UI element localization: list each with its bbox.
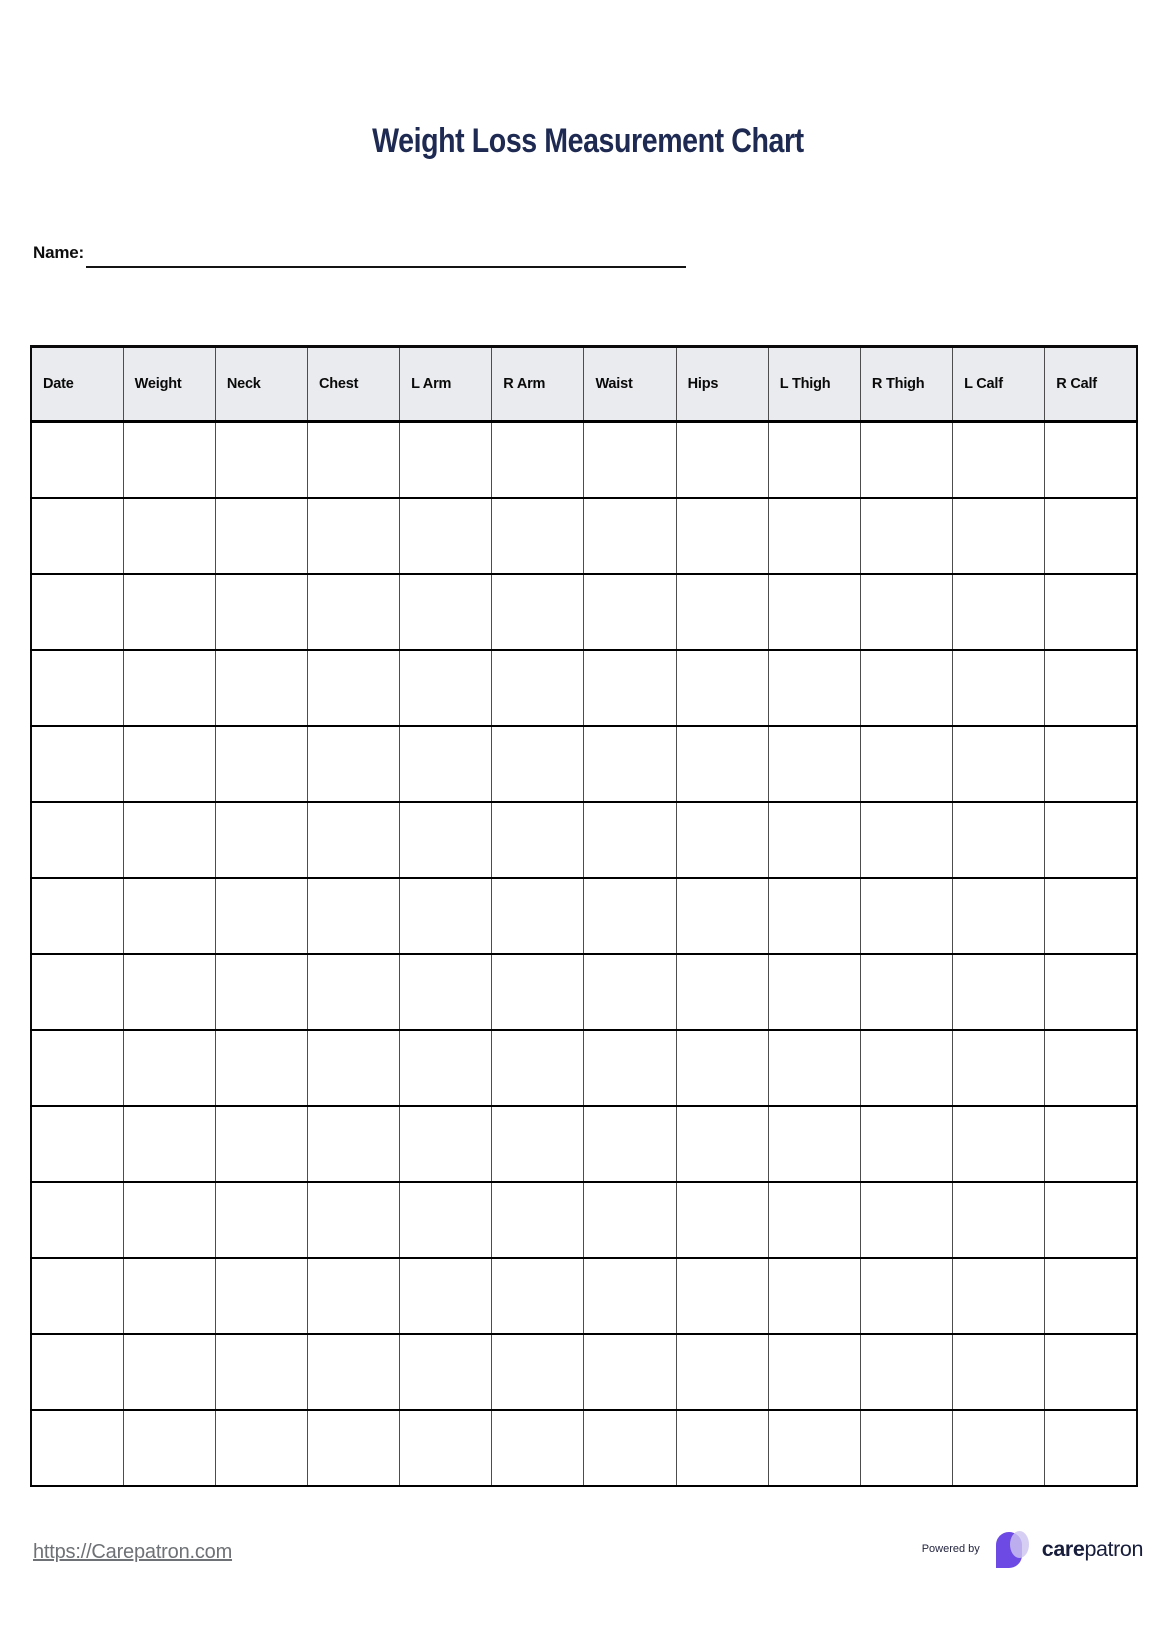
name-input-line[interactable] [86,249,686,268]
cell-r-thigh[interactable] [860,802,952,878]
cell-l-thigh[interactable] [768,650,860,726]
cell-l-arm[interactable] [400,1182,492,1258]
column-header-date: Date [31,347,123,422]
cell-l-thigh[interactable] [768,954,860,1030]
cell-chest[interactable] [307,1334,399,1410]
cell-chest[interactable] [307,1258,399,1334]
cell-r-thigh[interactable] [860,498,952,574]
column-header-waist: Waist [584,347,676,422]
cell-r-arm[interactable] [492,1410,584,1486]
cell-l-calf[interactable] [953,650,1045,726]
measurement-table [30,345,1138,1487]
cell-l-arm[interactable] [400,726,492,802]
cell-r-calf[interactable] [1045,574,1137,650]
cell-waist[interactable] [584,498,676,574]
cell-date[interactable] [31,878,123,954]
carepatron-wordmark-bold: care [1041,1536,1085,1561]
cell-l-thigh[interactable] [768,726,860,802]
cell-neck[interactable] [215,1182,307,1258]
table-header-row [31,347,1137,422]
cell-waist[interactable] [584,650,676,726]
cell-hips[interactable] [676,1182,768,1258]
cell-l-arm[interactable] [400,1106,492,1182]
cell-r-thigh[interactable] [860,574,952,650]
cell-waist[interactable] [584,1334,676,1410]
cell-weight[interactable] [123,422,215,499]
cell-chest[interactable] [307,726,399,802]
cell-hips[interactable] [676,1334,768,1410]
cell-r-calf[interactable] [1045,1334,1137,1410]
cell-weight[interactable] [123,574,215,650]
cell-l-thigh[interactable] [768,1030,860,1106]
carepatron-wordmark [1042,1537,1143,1562]
cell-weight[interactable] [123,878,215,954]
cell-weight[interactable] [123,498,215,574]
cell-chest[interactable] [307,498,399,574]
cell-l-thigh[interactable] [768,498,860,574]
cell-r-thigh[interactable] [860,878,952,954]
cell-neck[interactable] [215,1030,307,1106]
cell-r-thigh[interactable] [860,1258,952,1334]
page-title-text: Weight Loss Measurement Chart [372,122,804,160]
cell-weight[interactable] [123,1030,215,1106]
cell-date[interactable] [31,1030,123,1106]
table-row [31,1334,1137,1410]
cell-date[interactable] [31,1410,123,1486]
cell-r-calf[interactable] [1045,1410,1137,1486]
cell-r-arm[interactable] [492,574,584,650]
column-header-l-calf: L Calf [953,347,1045,422]
cell-r-thigh[interactable] [860,1106,952,1182]
cell-r-thigh[interactable] [860,1030,952,1106]
cell-neck[interactable] [215,878,307,954]
cell-hips[interactable] [676,726,768,802]
cell-hips[interactable] [676,574,768,650]
cell-l-arm[interactable] [400,650,492,726]
column-header-r-calf: R Calf [1045,347,1137,422]
table-row [31,422,1137,499]
cell-l-arm[interactable] [400,1410,492,1486]
cell-r-calf[interactable] [1045,1030,1137,1106]
cell-weight[interactable] [123,1182,215,1258]
cell-chest[interactable] [307,878,399,954]
cell-l-calf[interactable] [953,1258,1045,1334]
cell-weight[interactable] [123,1258,215,1334]
cell-l-calf[interactable] [953,574,1045,650]
cell-neck[interactable] [215,1106,307,1182]
cell-hips[interactable] [676,650,768,726]
cell-r-calf[interactable] [1045,1182,1137,1258]
cell-l-thigh[interactable] [768,1334,860,1410]
cell-r-thigh[interactable] [860,1410,952,1486]
cell-hips[interactable] [676,498,768,574]
cell-date[interactable] [31,650,123,726]
cell-l-calf[interactable] [953,1106,1045,1182]
table-row [31,954,1137,1030]
column-header-weight: Weight [123,347,215,422]
cell-waist[interactable] [584,1258,676,1334]
cell-hips[interactable] [676,1410,768,1486]
cell-hips[interactable] [676,802,768,878]
table-row [31,1182,1137,1258]
cell-l-thigh[interactable] [768,1258,860,1334]
table-row [31,1030,1137,1106]
column-header-l-arm: L Arm [400,347,492,422]
cell-neck[interactable] [215,1334,307,1410]
cell-waist[interactable] [584,422,676,499]
cell-r-calf[interactable] [1045,498,1137,574]
cell-l-arm[interactable] [400,1030,492,1106]
cell-neck[interactable] [215,802,307,878]
table-row [31,878,1137,954]
cell-weight[interactable] [123,1106,215,1182]
cell-r-arm[interactable] [492,1258,584,1334]
cell-chest[interactable] [307,1410,399,1486]
cell-weight[interactable] [123,954,215,1030]
carepatron-wordmark-regular: patron [1084,1536,1143,1561]
cell-chest[interactable] [307,422,399,499]
table-row [31,1410,1137,1486]
cell-chest[interactable] [307,1106,399,1182]
cell-hips[interactable] [676,1258,768,1334]
cell-date[interactable] [31,498,123,574]
cell-waist[interactable] [584,574,676,650]
table-row [31,1106,1137,1182]
column-header-r-thigh: R Thigh [860,347,952,422]
column-header-hips: Hips [676,347,768,422]
cell-l-arm[interactable] [400,1334,492,1410]
cell-r-calf[interactable] [1045,1106,1137,1182]
cell-l-thigh[interactable] [768,878,860,954]
cell-hips[interactable] [676,1106,768,1182]
cell-r-calf[interactable] [1045,422,1137,499]
cell-r-thigh[interactable] [860,1334,952,1410]
cell-waist[interactable] [584,1106,676,1182]
cell-chest[interactable] [307,1182,399,1258]
cell-l-thigh[interactable] [768,802,860,878]
cell-r-calf[interactable] [1045,726,1137,802]
cell-r-calf[interactable] [1045,802,1137,878]
cell-date[interactable] [31,422,123,499]
cell-l-thigh[interactable] [768,1106,860,1182]
table-header [31,347,1137,422]
cell-l-calf[interactable] [953,802,1045,878]
cell-chest[interactable] [307,574,399,650]
cell-neck[interactable] [215,954,307,1030]
cell-l-arm[interactable] [400,878,492,954]
cell-r-arm[interactable] [492,802,584,878]
cell-neck[interactable] [215,574,307,650]
cell-date[interactable] [31,1106,123,1182]
cell-waist[interactable] [584,878,676,954]
cell-neck[interactable] [215,1258,307,1334]
cell-l-calf[interactable] [953,498,1045,574]
cell-r-thigh[interactable] [860,650,952,726]
cell-l-calf[interactable] [953,1030,1045,1106]
cell-neck[interactable] [215,650,307,726]
table-row [31,574,1137,650]
cell-r-arm[interactable] [492,1182,584,1258]
cell-chest[interactable] [307,954,399,1030]
cell-l-calf[interactable] [953,1334,1045,1410]
cell-neck[interactable] [215,1410,307,1486]
table-row [31,726,1137,802]
cell-chest[interactable] [307,650,399,726]
cell-r-thigh[interactable] [860,954,952,1030]
cell-neck[interactable] [215,422,307,499]
powered-by-lockup [922,1526,1143,1572]
column-header-l-thigh: L Thigh [768,347,860,422]
powered-by-label: Powered by [921,1543,980,1555]
cell-l-arm[interactable] [400,574,492,650]
cell-date[interactable] [31,574,123,650]
cell-hips[interactable] [676,954,768,1030]
cell-l-arm[interactable] [400,422,492,499]
cell-r-calf[interactable] [1045,878,1137,954]
table-row [31,650,1137,726]
table-row [31,802,1137,878]
cell-weight[interactable] [123,650,215,726]
cell-neck[interactable] [215,498,307,574]
cell-r-arm[interactable] [492,1334,584,1410]
table-row [31,498,1137,574]
cell-r-calf[interactable] [1045,954,1137,1030]
cell-l-thigh[interactable] [768,1410,860,1486]
cell-neck[interactable] [215,726,307,802]
column-header-r-arm: R Arm [492,347,584,422]
cell-r-arm[interactable] [492,878,584,954]
cell-hips[interactable] [676,878,768,954]
cell-r-arm[interactable] [492,1030,584,1106]
cell-r-thigh[interactable] [860,422,952,499]
page-title [0,122,1176,161]
cell-r-arm[interactable] [492,726,584,802]
cell-waist[interactable] [584,1182,676,1258]
cell-l-arm[interactable] [400,954,492,1030]
cell-l-calf[interactable] [953,1410,1045,1486]
column-header-chest: Chest [307,347,399,422]
cell-date[interactable] [31,954,123,1030]
cell-l-calf[interactable] [953,422,1045,499]
cell-r-arm[interactable] [492,650,584,726]
cell-waist[interactable] [584,802,676,878]
table-row [31,1258,1137,1334]
cell-weight[interactable] [123,726,215,802]
column-header-neck: Neck [215,347,307,422]
cell-r-calf[interactable] [1045,1258,1137,1334]
cell-r-arm[interactable] [492,954,584,1030]
cell-chest[interactable] [307,1030,399,1106]
cell-l-thigh[interactable] [768,574,860,650]
cell-l-arm[interactable] [400,1258,492,1334]
table-body [31,422,1137,1487]
cell-date[interactable] [31,1182,123,1258]
cell-l-thigh[interactable] [768,422,860,499]
cell-date[interactable] [31,726,123,802]
cell-hips[interactable] [676,1030,768,1106]
cell-waist[interactable] [584,726,676,802]
cell-hips[interactable] [676,422,768,499]
cell-waist[interactable] [584,1410,676,1486]
cell-weight[interactable] [123,802,215,878]
cell-chest[interactable] [307,802,399,878]
cell-l-calf[interactable] [953,1182,1045,1258]
cell-weight[interactable] [123,1410,215,1486]
cell-r-thigh[interactable] [860,726,952,802]
cell-date[interactable] [31,1334,123,1410]
carepatron-logo-icon [988,1528,1034,1570]
cell-waist[interactable] [584,1030,676,1106]
cell-l-calf[interactable] [953,878,1045,954]
carepatron-site-link[interactable]: https://Carepatron.com [33,1541,233,1563]
cell-date[interactable] [31,802,123,878]
name-field-label: Name: [33,243,84,262]
cell-r-arm[interactable] [492,498,584,574]
cell-r-calf[interactable] [1045,650,1137,726]
cell-r-arm[interactable] [492,422,584,499]
cell-r-thigh[interactable] [860,1182,952,1258]
cell-date[interactable] [31,1258,123,1334]
cell-waist[interactable] [584,954,676,1030]
cell-l-arm[interactable] [400,802,492,878]
cell-l-calf[interactable] [953,954,1045,1030]
cell-weight[interactable] [123,1334,215,1410]
cell-l-thigh[interactable] [768,1182,860,1258]
cell-l-calf[interactable] [953,726,1045,802]
cell-r-arm[interactable] [492,1106,584,1182]
cell-l-arm[interactable] [400,498,492,574]
